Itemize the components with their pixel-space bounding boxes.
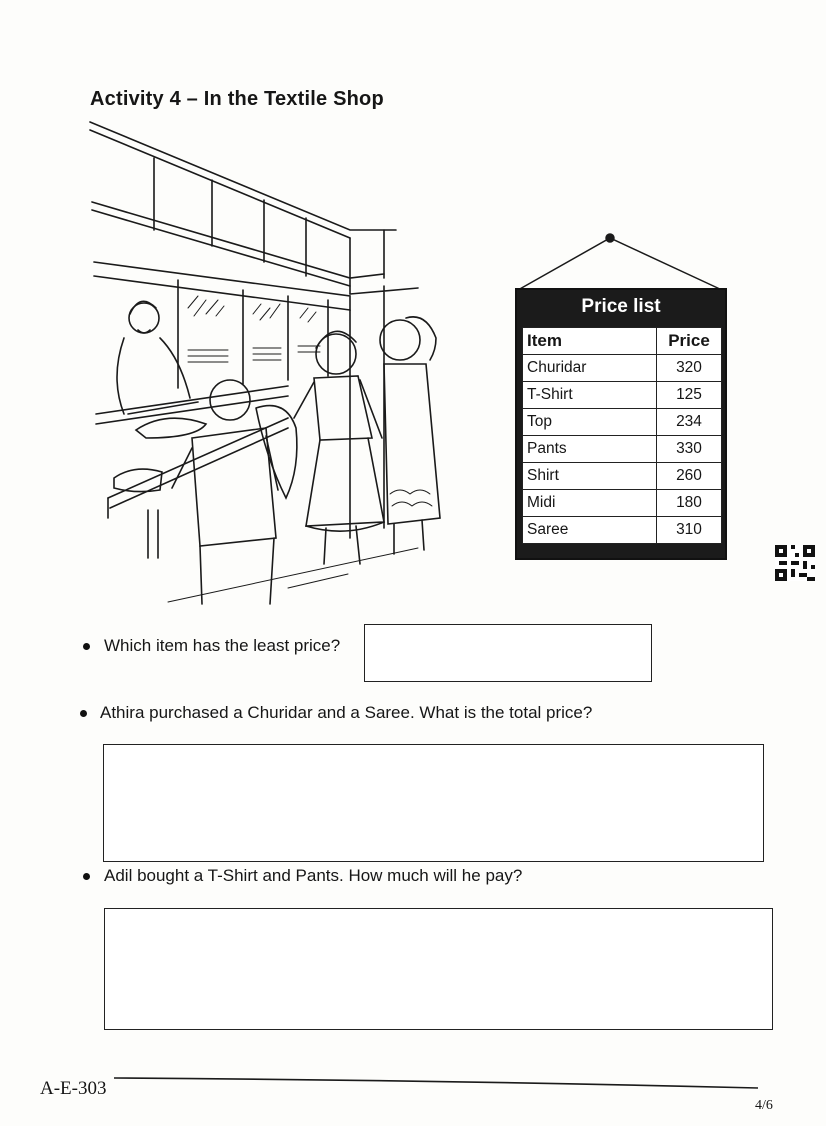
- price-list-row: [523, 382, 722, 409]
- qr-code-icon: [775, 545, 815, 581]
- item-price: 180: [657, 490, 722, 517]
- page-number: 4/6: [755, 1098, 773, 1113]
- activity-title: Activity 4 – In the Textile Shop: [90, 88, 384, 110]
- price-list-row: [523, 463, 722, 490]
- price-list-row: [523, 490, 722, 517]
- price-column-header: Price: [657, 328, 722, 355]
- bullet-point: [83, 873, 90, 880]
- item-name: Saree: [523, 517, 657, 544]
- price-list-table: [522, 327, 722, 544]
- question-2-answer-box[interactable]: [103, 744, 764, 862]
- textile-shop-illustration: [88, 118, 488, 608]
- price-list-row: [523, 355, 722, 382]
- item-price: 260: [657, 463, 722, 490]
- item-name: T-Shirt: [523, 382, 657, 409]
- item-name: Midi: [523, 490, 657, 517]
- price-list-row: [523, 436, 722, 463]
- item-price: 330: [657, 436, 722, 463]
- item-price: 320: [657, 355, 722, 382]
- footer-rule: [38, 1076, 778, 1090]
- question-3-answer-box[interactable]: [104, 908, 773, 1030]
- item-name: Top: [523, 409, 657, 436]
- price-list-row: [523, 517, 722, 544]
- item-price: 125: [657, 382, 722, 409]
- price-list-board: [515, 288, 727, 560]
- price-list-row: [523, 409, 722, 436]
- question-2-text: Athira purchased a Churidar and a Saree. What is the total price?: [100, 703, 593, 722]
- bullet-point: [80, 710, 87, 717]
- question-1-text: Which item has the least price?: [104, 636, 341, 655]
- paper-code: A-E-303: [40, 1078, 107, 1099]
- price-list-title: Price list: [581, 296, 661, 317]
- item-name: Shirt: [523, 463, 657, 490]
- question-1-answer-box[interactable]: [364, 624, 652, 682]
- item-name: Pants: [523, 436, 657, 463]
- price-list-header-row: [523, 328, 722, 355]
- item-name: Churidar: [523, 355, 657, 382]
- bullet-point: [83, 643, 90, 650]
- item-price: 234: [657, 409, 722, 436]
- question-3-text: Adil bought a T-Shirt and Pants. How much will he pay?: [104, 866, 523, 885]
- item-column-header: Item: [523, 328, 657, 355]
- item-price: 310: [657, 517, 722, 544]
